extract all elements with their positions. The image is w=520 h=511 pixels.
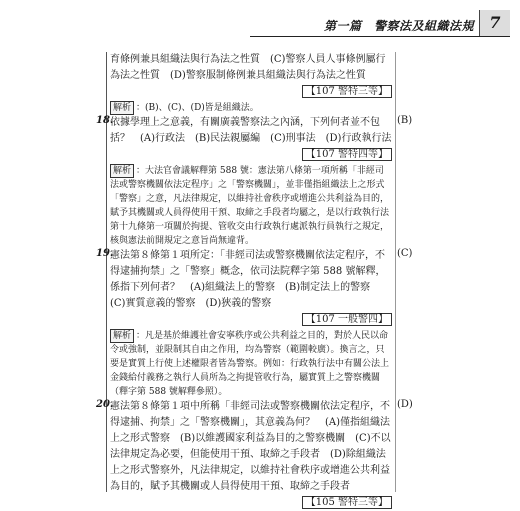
exam-source-label: 【107 警特四等】 [302, 148, 392, 161]
question-text: 憲法第８條第１項中所稱「非經司法或警察機關依法定程序，不得逮捕、拘禁」之「警察機關」，其意義為何？ (A)僅指組織法上之形式警察 (B)以維護國家利益為目的之警察機關 (C)不以法律規定為必要，但能使用干預、取締之手段者 (D)除組織法上之形式警察外，凡法律規定，以維持社會秩序或增進公共利益為目的，賦予其機關或人員得使用干預、取締之手段者 [110, 401, 391, 492]
explanation-text: ：(B)、(C)、(D)皆是組織法。 [136, 103, 259, 113]
exam-source [110, 84, 392, 100]
question-text: 依據學理上之意義，有關廣義警察法之內涵，下列何者並不包括？ (A)行政法 (B)民法親屬編 (C)刑事法 (D)行政執行法 [110, 117, 392, 144]
question-number: 18. [96, 115, 114, 126]
explanation [110, 329, 392, 399]
exam-source-label: 【107 一般警四】 [302, 313, 392, 326]
question-content [110, 52, 392, 511]
question-text: 憲法第８條第１項所定：「非經司法或警察機關依法定程序，不得逮捕拘禁」之「警察」概念，依司法院釋字第 588 號解釋，係指下列何者？ (A)組織法上的警察 (B)制定法上的警察 (C)實質意義的警察 (D)狹義的警察 [110, 250, 386, 309]
explanation [110, 164, 392, 248]
exam-source-label: 【105 警特三等】 [302, 496, 392, 509]
explanation-text: ：大法官會議解釋第 588 號：憲法第八條第一項所稱「非經司法或警察機關依法定程序」之「警察機關」，並非僅指組織法上之形式「警察」之意，凡法律規定，以維持社會秩序或增進公共利益為目的，賦予其機關或人員得使用干預、取締之手段者均屬之，是以行政執行法第十九條第一項關於拘提、管收交由行政執行處派執行員執行之規定，核與憲法前開規定之意旨尚無違背。 [110, 166, 390, 246]
page-header [250, 12, 510, 37]
answer-column-rule [395, 52, 396, 492]
explanation-tag: 解析 [110, 164, 134, 178]
answer-key: (D) [397, 399, 413, 410]
exam-source [110, 312, 392, 328]
question-number: 20. [96, 399, 114, 410]
explanation-tag: 解析 [110, 101, 134, 115]
explanation-text: ：凡是基於維護社會安寧秩序或公共利益之目的，對於人民以命令或強制，並限制其自由之作用，均為警察（範圍較廣）。換言之，只要是實質上行使上述權限者皆為警察。例如：行政執行法中有關公法上金錢給付義務之執行人員所為之拘提管收行為，屬實質上之警察機關（釋字第 588 號解釋參照）。 [110, 331, 390, 397]
exam-source [110, 495, 392, 511]
chapter-title: 第一篇 警察法及組織法規 [323, 19, 474, 33]
explanation [110, 101, 392, 115]
exam-source [110, 147, 392, 163]
explanation-tag: 解析 [110, 329, 134, 343]
question-number: 19. [96, 248, 114, 259]
answer-key: (C) [397, 248, 413, 259]
exam-source-label: 【107 警特三等】 [302, 85, 392, 98]
answer-key: (B) [397, 115, 413, 126]
page-number: 7 [479, 10, 510, 36]
continued-text: 育條例兼具組織法與行為法之性質 (C)警察人員人事條例屬行為法之性質 (D)警察服制條例兼具組織法與行為法之性質 [110, 54, 386, 81]
